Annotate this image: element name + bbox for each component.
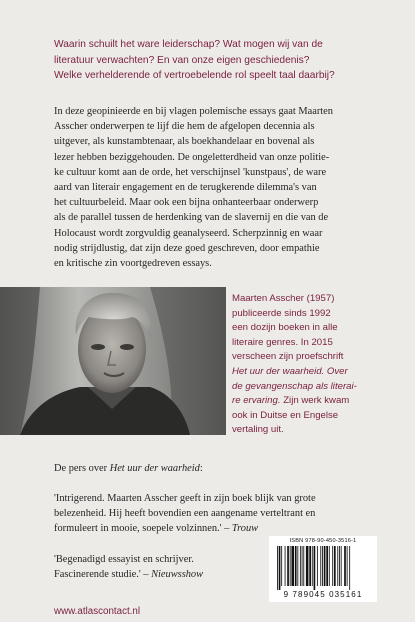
barcode-digits: 9 789045 035161 (283, 590, 363, 599)
barcode-bar (332, 546, 333, 586)
barcode-bar (312, 546, 313, 586)
barcode-bar (324, 546, 326, 586)
barcode-bar (314, 546, 316, 590)
barcode-bar (347, 546, 348, 586)
intro-line: Waarin schuilt het ware leiderschap? Wat mogen wij van de (54, 39, 323, 50)
barcode-bar (339, 546, 340, 586)
intro-questions (54, 37, 372, 84)
author-photo (0, 287, 226, 435)
quote-line: formuleert in mooie, soepele volzinnen.' – (54, 523, 232, 535)
barcode-bar (287, 546, 289, 586)
barcode-bar (291, 546, 294, 586)
barcode-bar (326, 546, 328, 586)
barcode-bar (300, 546, 301, 586)
press-quote-nieuwsshow (54, 552, 254, 582)
barcode-bar (337, 546, 338, 586)
bio-line: Maarten Asscher (1957) (232, 293, 335, 304)
barcode-bar (285, 546, 286, 586)
barcode-bar (290, 546, 291, 586)
barcode-bar (317, 546, 318, 586)
quote-source: Nieuwsshow (151, 569, 204, 581)
quote-source: Trouw (231, 523, 259, 535)
description-line: en kritische zin voortgedreven essays. (54, 258, 212, 270)
author-bio (232, 292, 380, 438)
bio-line: vertaling uit. (232, 424, 284, 436)
quote-line: Fascinerende studie.' – (54, 569, 152, 581)
bio-line: publiceerde sinds 1992 (232, 307, 331, 319)
description-line: ke cultuur komt aan de orde, het verschijnsel 'kunstpaus', de ware (54, 166, 327, 178)
description-line: In deze geopinieerde en bij vlagen polemische essays gaat Maarten (54, 106, 333, 117)
description-line: het cultuurbeleid. Maar ook een bijna onhanteerbaar onderwerp (54, 197, 319, 209)
bio-title-line: de gevangenschap als literai- (232, 380, 357, 392)
barcode-bar (320, 546, 321, 586)
description-line: Asscher onderwerpen te lijf die hem de afgelopen decennia als (54, 121, 315, 133)
press-heading-suffix: : (199, 463, 203, 474)
isbn-label: ISBN 978-90-450-3516-1 (289, 538, 357, 544)
bio-line: literaire genres. In 2015 (232, 336, 333, 348)
description-line: nodig strijdlustig, dat zijn deze goed geschreven, door empathie (54, 242, 320, 254)
author-portrait-image (0, 287, 226, 435)
barcode-bar (349, 546, 350, 590)
press-heading-title: Het uur der waarheid (109, 463, 200, 474)
barcode-bar (334, 546, 336, 586)
bio-line: verscheen zijn proefschrift (232, 351, 344, 363)
quote-line: 'Intrigerend. Maarten Asscher geeft in zijn boek blijk van grote (54, 493, 316, 504)
description-line: als de parallel tussen de herdenking van de slavernij en die van de (54, 212, 329, 224)
bio-title-line: re ervaring. (232, 395, 281, 407)
bio-line: ook in Duitse en Engelse (232, 409, 339, 421)
bio-line: Zijn werk kwam (280, 395, 350, 407)
barcode-bar (277, 546, 278, 590)
barcode-bar (303, 546, 304, 586)
barcode-bar (309, 546, 311, 586)
book-description (54, 104, 374, 271)
quote-line: belezenheid. Hij heeft bovendien een aangename verteltrant en (54, 508, 316, 520)
barcode-bar (329, 546, 330, 586)
barcode-bar (341, 546, 342, 586)
press-quote-trouw (54, 491, 384, 537)
barcode-bar (302, 546, 303, 586)
quote-line: 'Begenadigd essayist en schrijver. (54, 554, 194, 565)
barcode-bar (295, 546, 297, 586)
description-line: lezer hebben beziggehouden. De ongeletterdheid van onze politie- (54, 151, 330, 163)
press-heading-prefix: De pers over (54, 463, 110, 474)
barcode-bar (322, 546, 323, 586)
barcode-bar (344, 546, 346, 586)
description-line: aard van literair engagement en de terugkerende dilemma's van (54, 182, 317, 194)
barcode-bar (281, 546, 282, 586)
intro-line: literatuur verwachten? En van onze eigen geschiedenis? (54, 54, 310, 66)
press-heading (54, 462, 203, 476)
isbn-barcode (269, 536, 377, 602)
barcode-bar (297, 546, 298, 586)
publisher-website[interactable]: www.atlascontact.nl (54, 606, 141, 617)
barcode-bar (306, 546, 309, 586)
barcode-bar (279, 546, 281, 590)
bio-line: een dozijn boeken in alle (232, 322, 338, 334)
barcode-bars (275, 546, 371, 590)
intro-line: Welke verhelderende of vertroebelende rol speelt taal daarbij? (54, 70, 335, 82)
description-line: uitgever, als kunstambtenaar, als boekhandelaar en bovenal als (54, 136, 315, 148)
description-line: Holocaust wordt zorgvuldig geanalyseerd. Scherpzinnig en waar (54, 227, 323, 239)
bio-title-line: Het uur der waarheid. Over (232, 365, 348, 377)
